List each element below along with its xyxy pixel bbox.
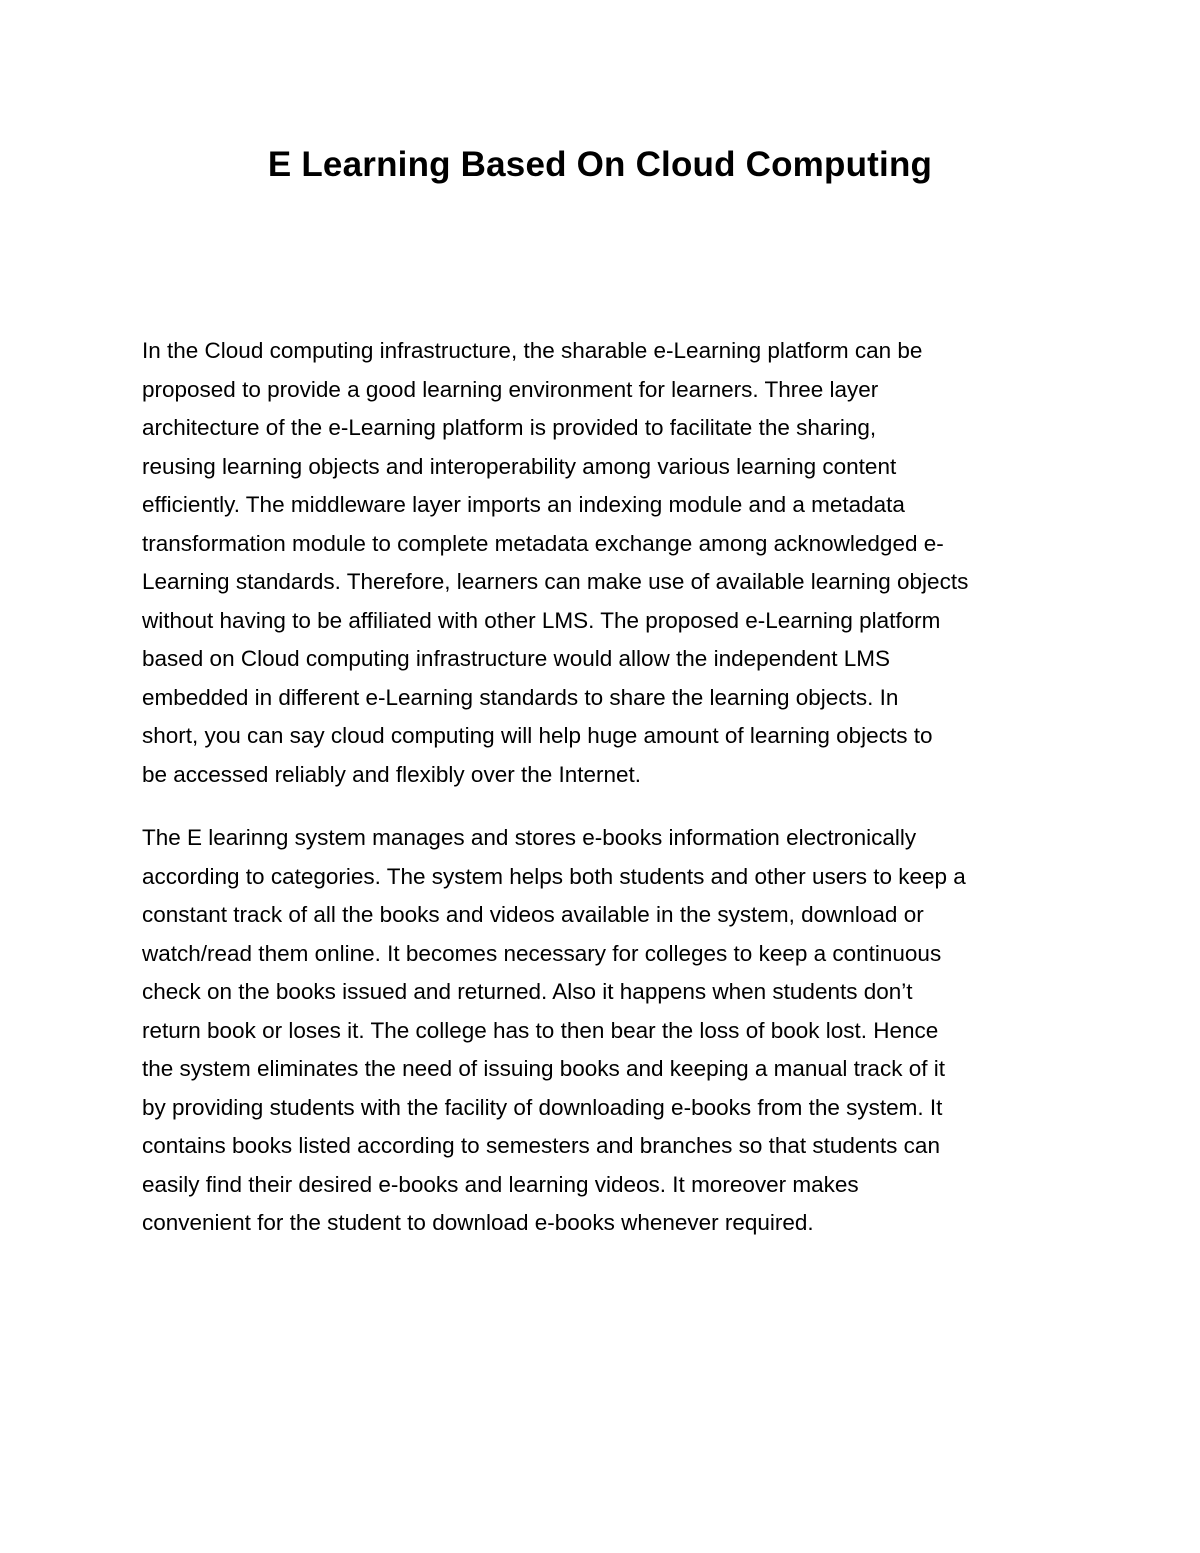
- text-line: be accessed reliably and flexibly over the Internet.: [142, 761, 642, 787]
- text-line: convenient for the student to download e-books whenever required.: [142, 1210, 814, 1235]
- text-line: In the Cloud computing infrastructure, the sharable e-Learning platform can be: [142, 338, 923, 363]
- text-line: according to categories. The system helps both students and other users to keep a: [142, 863, 966, 889]
- text-line: contains books listed according to semesters and branches so that students can: [142, 1133, 940, 1158]
- text-line: embedded in different e-Learning standards to share the learning objects. In: [142, 684, 899, 710]
- text-line: reusing learning objects and interoperability among various learning content: [142, 453, 897, 479]
- text-line: architecture of the e-Learning platform is provided to facilitate the sharing,: [142, 415, 877, 440]
- text-line: proposed to provide a good learning environment for learners. Three layer: [142, 376, 879, 402]
- text-line: transformation module to complete metadata exchange among acknowledged e-: [142, 530, 944, 556]
- text-line: efficiently. The middleware layer imports an indexing module and a metadata: [142, 492, 905, 517]
- text-line: by providing students with the facility of downloading e-books from the system. It: [142, 1094, 943, 1120]
- text-line: watch/read them online. It becomes necessary for colleges to keep a continuous: [142, 940, 942, 966]
- document-title: E Learning Based On Cloud Computing: [267, 145, 933, 184]
- paragraph-elearning-system: [142, 819, 1062, 1243]
- document-body: [142, 332, 1062, 1268]
- text-line: based on Cloud computing infrastructure would allow the independent LMS: [142, 646, 890, 671]
- text-line: the system eliminates the need of issuing books and keeping a manual track of it: [142, 1056, 945, 1081]
- text-line: easily find their desired e-books and learning videos. It moreover makes: [142, 1171, 859, 1197]
- text-line: return book or loses it. The college has to then bear the loss of book lost. Hence: [142, 1017, 939, 1043]
- text-line: Learning standards. Therefore, learners can make use of available learning objects: [142, 569, 969, 594]
- text-line: The E learinng system manages and stores e-books information electronically: [142, 825, 917, 850]
- paragraph-cloud-elearning: [142, 332, 1062, 794]
- text-line: short, you can say cloud computing will help huge amount of learning objects to: [142, 723, 933, 748]
- text-line: without having to be affiliated with other LMS. The proposed e-Learning platform: [142, 607, 941, 633]
- text-line: check on the books issued and returned. Also it happens when students don’t: [142, 979, 913, 1004]
- text-line: constant track of all the books and videos available in the system, download or: [142, 902, 924, 927]
